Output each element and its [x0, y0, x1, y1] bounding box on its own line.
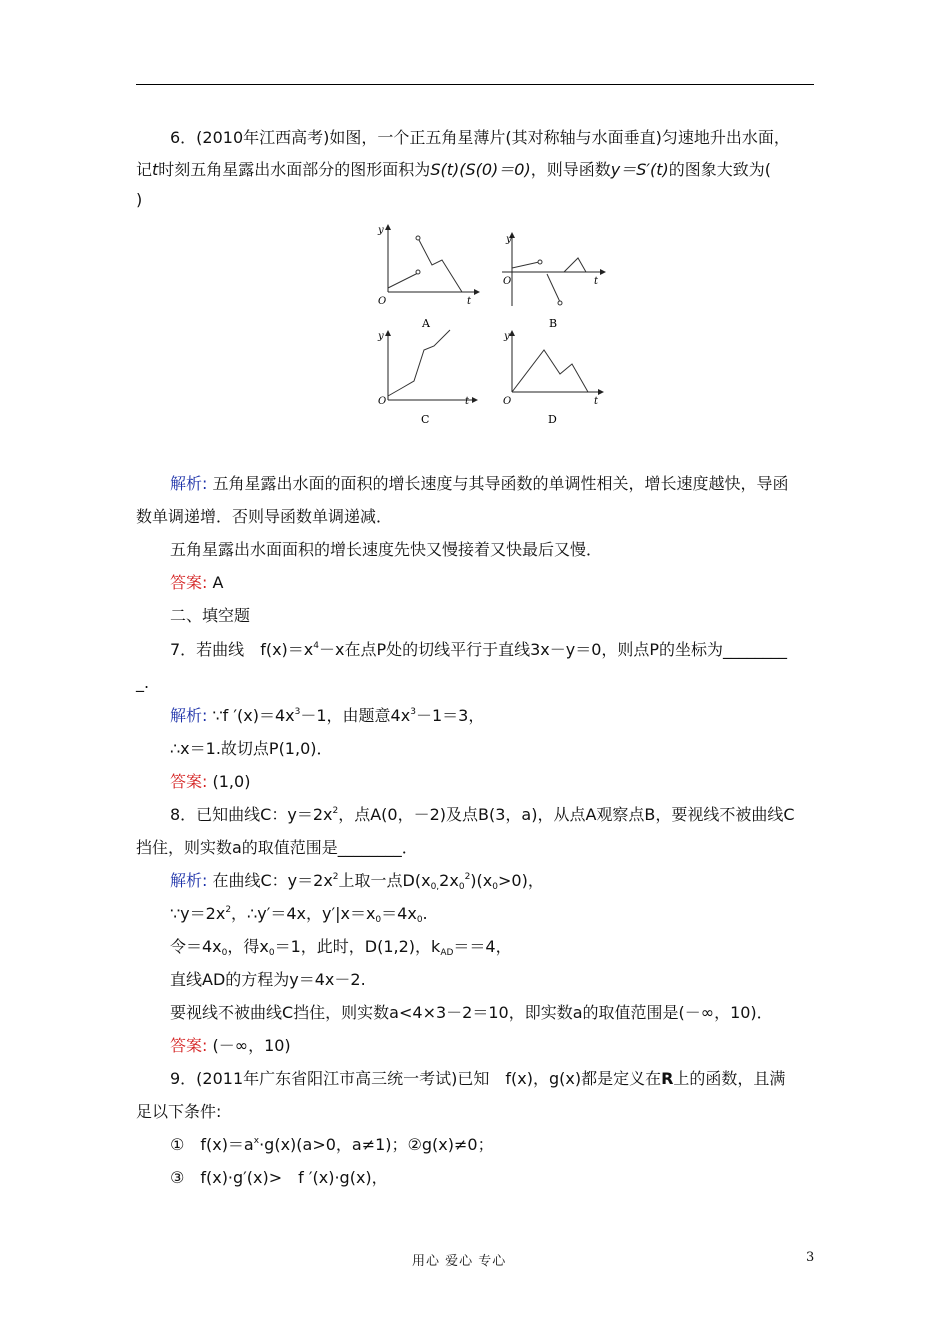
q9-condition-1: ① $f(x)=a^x\cdot g(x)(a>0$，a≠1)；②g(x)≠0； [170, 1135, 494, 1154]
q6-line3: ) [136, 190, 143, 209]
q8-line1: 8．已知曲线C：$y=2x^2$，点A(0，－2)及点B(3，a)，从点A观察点B，要视线不被曲线C [170, 805, 795, 824]
sol7-line1: 解析: ∵f $'(x)=4x^3-1$，由题意$4x^3-1=3$， [170, 706, 485, 725]
graph-b-y-label: y [506, 234, 512, 245]
sol6-answer: 答案: A [170, 573, 224, 592]
footer-text: 用心 爱心 专心 [412, 1254, 507, 1269]
graph-b [498, 222, 608, 332]
sol8-line1: 解析: 在曲线C：$y=2x^2$上取一点$D(x_{0,}2x_0^2)(x_0>0)$， [170, 871, 544, 892]
graph-d [498, 326, 608, 426]
graph-b-origin: O [503, 276, 512, 287]
sol8-line4: 直线AD的方程为y＝4x－2. [170, 970, 366, 989]
q7-line1: 7．若曲线 $f(x)=x^4-x$在点P处的切线平行于直线3x－y＝0，则点P的坐标为________ [170, 640, 788, 659]
graph-c [370, 326, 480, 426]
graph-c-origin: O [378, 396, 387, 407]
graph-d-t-label: t [594, 396, 599, 407]
q8-line2: 挡住，则实数a的取值范围是________． [136, 838, 418, 857]
graph-c-caption: C [421, 413, 430, 426]
sol8-line2: $\because y=2x^2$，∴y′＝4x，$y'|x=x_0=4x_0$. [170, 904, 428, 925]
graph-c-y-label: y [378, 331, 384, 342]
graph-b-t-label: t [594, 276, 599, 287]
sol6-answer-label: 答案: [170, 573, 208, 592]
graph-a-t-label: t [467, 296, 472, 307]
q6-line1: 6．(2010年江西高考)如图，一个正五角星薄片(其对称轴与水面垂直)匀速地升出水面， [170, 128, 790, 147]
sol7-answer-label: 答案: [170, 772, 208, 791]
sol8-label: 解析: [170, 871, 208, 890]
graph-d-caption: D [548, 413, 557, 426]
graph-d-origin: O [503, 396, 512, 407]
graph-a-caption: A [422, 317, 430, 330]
q9-line2: 足以下条件: [136, 1102, 222, 1121]
sol7-label: 解析: [170, 706, 208, 725]
graph-a-y-label: y [378, 225, 384, 236]
sol6-label: 解析: [170, 474, 208, 493]
q7-line2: _. [136, 673, 150, 692]
sol8-answer-label: 答案: [170, 1036, 208, 1055]
sol6-line1: 解析: 五角星露出水面的面积的增长速度与其导函数的单调性相关，增长速度越快，导函 [170, 474, 789, 493]
graph-d-y-label: y [504, 331, 510, 342]
sol6-line2: 数单调递增．否则导函数单调递减． [136, 507, 393, 526]
q9-condition-3: ③ f(x)·g′(x)> f ′(x)·g(x)， [170, 1168, 388, 1187]
q9-line1: 9．(2011年广东省阳江市高三统一考试)已知 f(x)，g(x)都是定义在R上的函数，且满 [170, 1069, 786, 1088]
sol8-line5: 要视线不被曲线C挡住，则实数a<4×3－2＝10，即实数a的取值范围是(－∞，10)． [170, 1003, 773, 1022]
sol7-line2: ∴x＝1.故切点P(1,0)． [170, 739, 333, 758]
header-rule [136, 84, 814, 85]
sol8-answer: 答案: (－∞，10) [170, 1036, 291, 1055]
sol7-answer: 答案: (1,0) [170, 772, 251, 791]
graph-a [370, 222, 480, 332]
section-title: 二、填空题 [170, 606, 251, 625]
sol8-line3: 令$=4x_0$，得$x_0=1$，此时，D(1,2)，$k_{AD}==4$， [170, 937, 512, 958]
graph-b-caption: B [549, 317, 558, 330]
graph-a-origin: O [378, 296, 387, 307]
graph-c-t-label: t [465, 396, 470, 407]
q6-line2: 记t时刻五角星露出水面部分的图形面积为S(t)(S(0)＝0)，则导函数y＝S′(t)的图象大致为( [136, 160, 772, 179]
sol6-line3: 五角星露出水面面积的增长速度先快又慢接着又快最后又慢． [170, 540, 603, 559]
page-number: 3 [806, 1250, 815, 1265]
